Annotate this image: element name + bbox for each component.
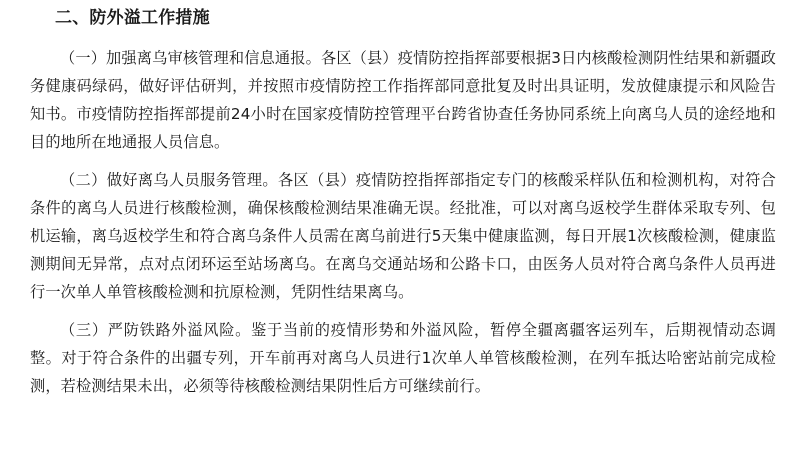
section-heading: 二、防外溢工作措施 <box>55 8 210 28</box>
paragraph-3: （三）严防铁路外溢风险。鉴于当前的疫情形势和外溢风险，暂停全疆离疆客运列车，后期视情动态调整。对于符合条件的出疆专列，开车前再对离乌人员进行1次单人单管核酸检测，在列车抵达哈密站前完成检测，若检测结果未出，必须等待核酸检测结果阴性后方可继续前行。 <box>30 321 776 395</box>
paragraph-2: （二）做好离乌人员服务管理。各区（县）疫情防控指挥部指定专门的核酸采样队伍和检测机构，对符合条件的离乌人员进行核酸检测，确保核酸检测结果准确无误。经批准，可以对离乌返校学生群体采取专列、包机运输，离乌返校学生和符合离乌条件人员需在离乌前进行5天集中健康监测，每日开展1次核酸检测，健康监测期间无异常，点对点闭环运至站场离乌。在离乌交通站场和公路卡口，由医务人员对符合离乌条件人员再进行一次单人单管核酸检测和抗原检测，凭阴性结果离乌。 <box>30 171 776 301</box>
paragraph-1: （一）加强离乌审核管理和信息通报。各区（县）疫情防控指挥部要根据3日内核酸检测阴性结果和新疆政务健康码绿码，做好评估研判，并按照市疫情防控工作指挥部同意批复及时出具证明，发放健康提示和风险告知书。市疫情防控指挥部提前24小时在国家疫情防控管理平台跨省协查任务协同系统上向离乌人员的途经地和目的地所在地通报人员信息。 <box>30 49 776 151</box>
